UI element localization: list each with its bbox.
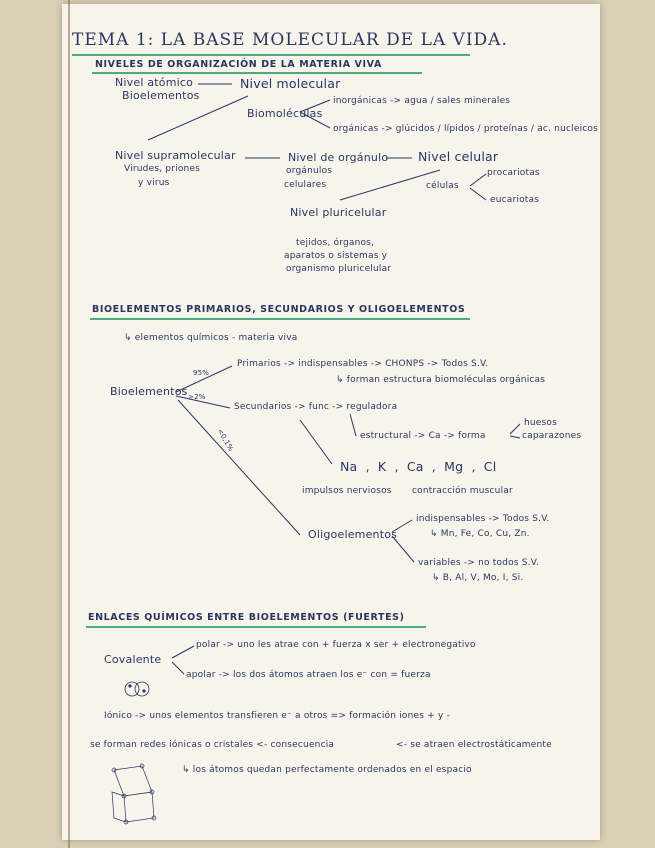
branch-apolar <box>172 662 184 674</box>
arrow-celular-pluricelular <box>340 170 440 200</box>
branch-huesos <box>510 424 520 434</box>
huesos: huesos <box>524 418 558 428</box>
branch-polar <box>172 646 194 658</box>
branch-eucariotas <box>470 188 486 200</box>
variables-line: variables -> no todos S.V. <box>418 558 540 568</box>
bioelementos-root: Bioelementos <box>110 385 188 398</box>
covalente: Covalente <box>104 653 162 666</box>
nivel-supramolecular: Nivel supramolecular <box>115 149 236 162</box>
variables-sub: ↳ B, Al, V, Mo, I, Si. <box>432 573 524 583</box>
redes-line: se forman redes iónicas o cristales <- consecuencia <box>90 740 335 750</box>
arrow-ions <box>300 420 332 464</box>
page-title: TEMA 1: LA BASE MOLECULAR DE LA VIDA. <box>72 30 508 50</box>
nivel-celular: Nivel celular <box>418 149 499 164</box>
pct-primarios: 95% <box>193 369 210 377</box>
pluri-3: organismo pluricelular <box>286 264 392 274</box>
contraccion-muscular: contracción muscular <box>412 486 513 496</box>
organicas: orgánicas -> glúcidos / lípidos / proteínas / ac. nucleicos <box>333 124 599 134</box>
atraen-line: <- se atraen electrostáticamente <box>396 740 552 750</box>
atomos-line: ↳ los átomos quedan perfectamente ordenados en el espacio <box>182 765 472 775</box>
eucariotas: eucariotas <box>490 195 540 205</box>
caparazones: caparazones <box>522 431 582 441</box>
nivel-pluricelular: Nivel pluricelular <box>290 206 387 219</box>
biomoleculas-label: Biomoléculas <box>247 107 323 120</box>
supramolecular-ex2: y virus <box>138 178 170 188</box>
supramolecular-ex1: Virudes, priones <box>124 164 201 174</box>
secundarios-line: Secundarios -> func -> reguladora <box>234 402 398 412</box>
bioelementos-label: Bioelementos <box>122 89 200 102</box>
polar-line: polar -> uno les atrae con + fuerza x ser + electronegativo <box>196 640 476 650</box>
branch-organicas <box>300 112 330 128</box>
indispensables-sub: ↳ Mn, Fe, Co, Cu, Zn. <box>430 529 530 539</box>
arrow-molecular-supra <box>148 96 248 140</box>
procariotas: procariotas <box>487 168 540 178</box>
pct-secundarios: >2% <box>188 393 206 401</box>
branch-procariotas <box>470 174 486 186</box>
section2-intro: ↳ elementos químicos - materia viva <box>124 333 298 343</box>
indispensables-line: indispensables -> Todos S.V. <box>416 514 550 524</box>
branch-estructural <box>350 414 356 436</box>
pluri-2: aparatos o sistemas y <box>284 251 388 261</box>
section3-heading: ENLACES QUÍMICOS ENTRE BIOELEMENTOS (FUERTES) <box>88 612 405 623</box>
covalent-sketch <box>120 676 156 702</box>
oligoelementos: Oligoelementos <box>308 528 398 541</box>
branch-primarios <box>176 366 232 392</box>
inorganicas: inorgánicas -> agua / sales minerales <box>333 96 511 106</box>
impulsos-nerviosos: impulsos nerviosos <box>302 486 392 496</box>
ionico-line: Iónico -> unos elementos transfieren e⁻ a otros => formación iones + y - <box>104 711 451 721</box>
organulos-sub1: orgánulos <box>286 166 333 176</box>
primarios-line: Primarios -> indispensables -> CHONPS -> Todos S.V. <box>237 359 489 369</box>
apolar-line: apolar -> los dos átomos atraen los e⁻ con = fuerza <box>186 670 431 680</box>
pluri-1: tejidos, órganos, <box>296 238 375 248</box>
ions: Na , K , Ca , Mg , Cl <box>340 459 497 474</box>
estructural-line: estructural -> Ca -> forma <box>360 431 486 441</box>
nivel-molecular: Nivel molecular <box>240 76 341 91</box>
branch-oligo <box>178 400 300 535</box>
celulas: células <box>426 181 459 191</box>
ionic-lattice-sketch <box>104 762 160 830</box>
branch-inorganicas <box>300 100 330 112</box>
section1-heading: NIVELES DE ORGANIZACIÓN DE LA MATERIA VIVA <box>95 59 382 70</box>
primarios-sub: ↳ forman estructura biomoléculas orgánicas <box>336 375 546 385</box>
pct-oligo: <0,1% <box>215 427 235 453</box>
branch-caparazones <box>510 436 520 438</box>
branch-variables <box>392 536 414 562</box>
branch-indispensables <box>392 520 412 532</box>
nivel-atomico: Nivel atómico <box>115 76 194 89</box>
section2-heading: BIOELEMENTOS PRIMARIOS, SECUNDARIOS Y OLIGOELEMENTOS <box>92 304 466 315</box>
organulos-sub2: celulares <box>284 180 327 190</box>
nivel-organulo: Nivel de orgánulo <box>288 151 389 164</box>
